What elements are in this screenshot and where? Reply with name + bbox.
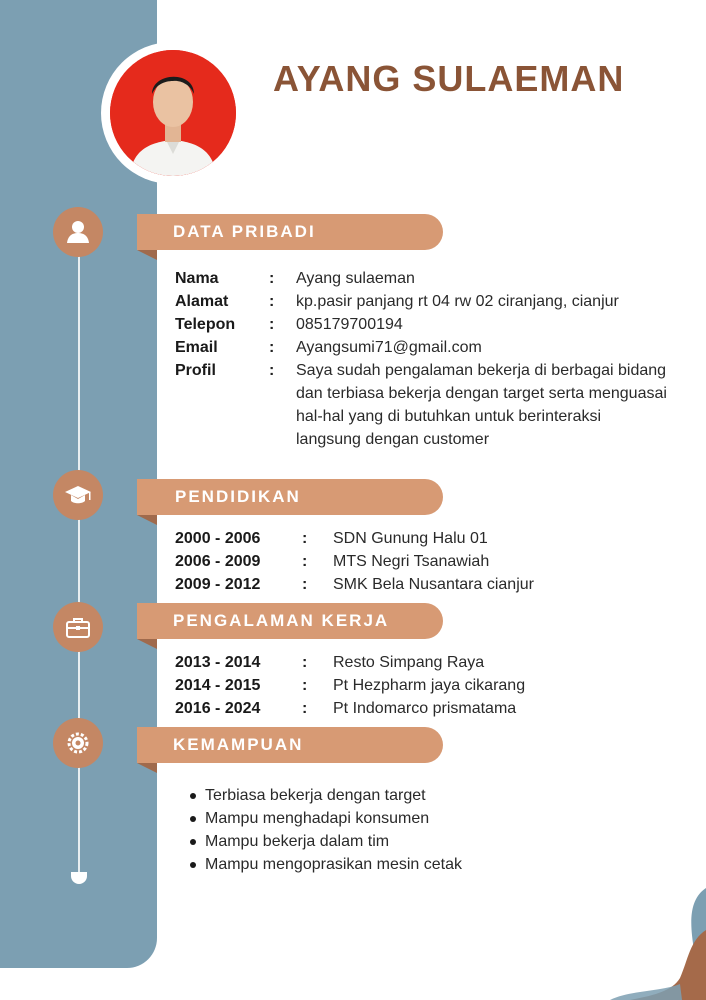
colon: : xyxy=(269,293,275,310)
profile-line: dan terbiasa bekerja dengan target serta menguasai xyxy=(296,385,667,402)
field-value: 085179700194 xyxy=(296,316,403,333)
colon: : xyxy=(302,530,308,547)
field-label: Profil xyxy=(175,362,216,379)
colon: : xyxy=(269,362,275,379)
colon: : xyxy=(302,553,308,570)
user-icon xyxy=(53,207,103,257)
colon: : xyxy=(269,316,275,333)
colon: : xyxy=(269,339,275,356)
section-header-experience xyxy=(137,603,443,639)
field-label: Telepon xyxy=(175,316,236,333)
briefcase-icon xyxy=(53,602,103,652)
education-period: 2000 - 2006 xyxy=(175,530,261,547)
section-header-skills xyxy=(137,727,443,763)
gear-icon xyxy=(53,718,103,768)
list-item: Mampu bekerja dalam tim xyxy=(190,830,462,853)
graduation-cap-icon xyxy=(53,470,103,520)
education-period: 2006 - 2009 xyxy=(175,553,261,570)
section-title: DATA PRIBADI xyxy=(173,222,316,241)
field-label: Email xyxy=(175,339,218,356)
list-item: Mampu menghadapi konsumen xyxy=(190,807,462,830)
section-header-personal xyxy=(137,214,443,250)
experience-place: Resto Simpang Raya xyxy=(333,654,485,671)
profile-line: Saya sudah pengalaman bekerja di berbagai bidang xyxy=(296,362,667,379)
timeline-line xyxy=(78,250,80,875)
skills-list xyxy=(190,784,462,876)
section-title: KEMAMPUAN xyxy=(173,735,304,754)
education-period: 2009 - 2012 xyxy=(175,576,261,593)
field-label: Alamat xyxy=(175,293,229,310)
field-value: Ayang sulaeman xyxy=(296,270,415,287)
colon: : xyxy=(302,654,308,671)
colon: : xyxy=(302,700,308,717)
profile-line: hal-hal yang di butuhkan untuk berinteraksi xyxy=(296,408,602,425)
field-value: Ayangsumi71@gmail.com xyxy=(296,339,482,356)
education-school: SDN Gunung Halu 01 xyxy=(333,530,488,547)
colon: : xyxy=(269,270,275,287)
list-item: Mampu mengoprasikan mesin cetak xyxy=(190,853,462,876)
section-title: PENDIDIKAN xyxy=(175,487,301,506)
field-value: kp.pasir panjang rt 04 rw 02 ciranjang, cianjur xyxy=(296,293,619,310)
field-label: Nama xyxy=(175,270,219,287)
education-school: MTS Negri Tsanawiah xyxy=(333,553,490,570)
experience-period: 2013 - 2014 xyxy=(175,654,261,671)
personal-row-name xyxy=(175,267,219,290)
experience-place: Pt Indomarco prismatama xyxy=(333,700,517,717)
education-school: SMK Bela Nusantara cianjur xyxy=(333,576,534,593)
list-item: Terbiasa bekerja dengan target xyxy=(190,784,462,807)
experience-period: 2014 - 2015 xyxy=(175,677,261,694)
experience-place: Pt Hezpharm jaya cikarang xyxy=(333,677,526,694)
profile-line: langsung dengan customer xyxy=(296,431,490,448)
profile-photo xyxy=(110,50,236,176)
candidate-name: AYANG SULAEMAN xyxy=(273,58,625,99)
section-header-education xyxy=(137,479,443,515)
experience-period: 2016 - 2024 xyxy=(175,700,261,717)
colon: : xyxy=(302,677,308,694)
colon: : xyxy=(302,576,308,593)
section-title: PENGALAMAN KERJA xyxy=(173,611,390,630)
corner-decoration xyxy=(590,880,706,1000)
